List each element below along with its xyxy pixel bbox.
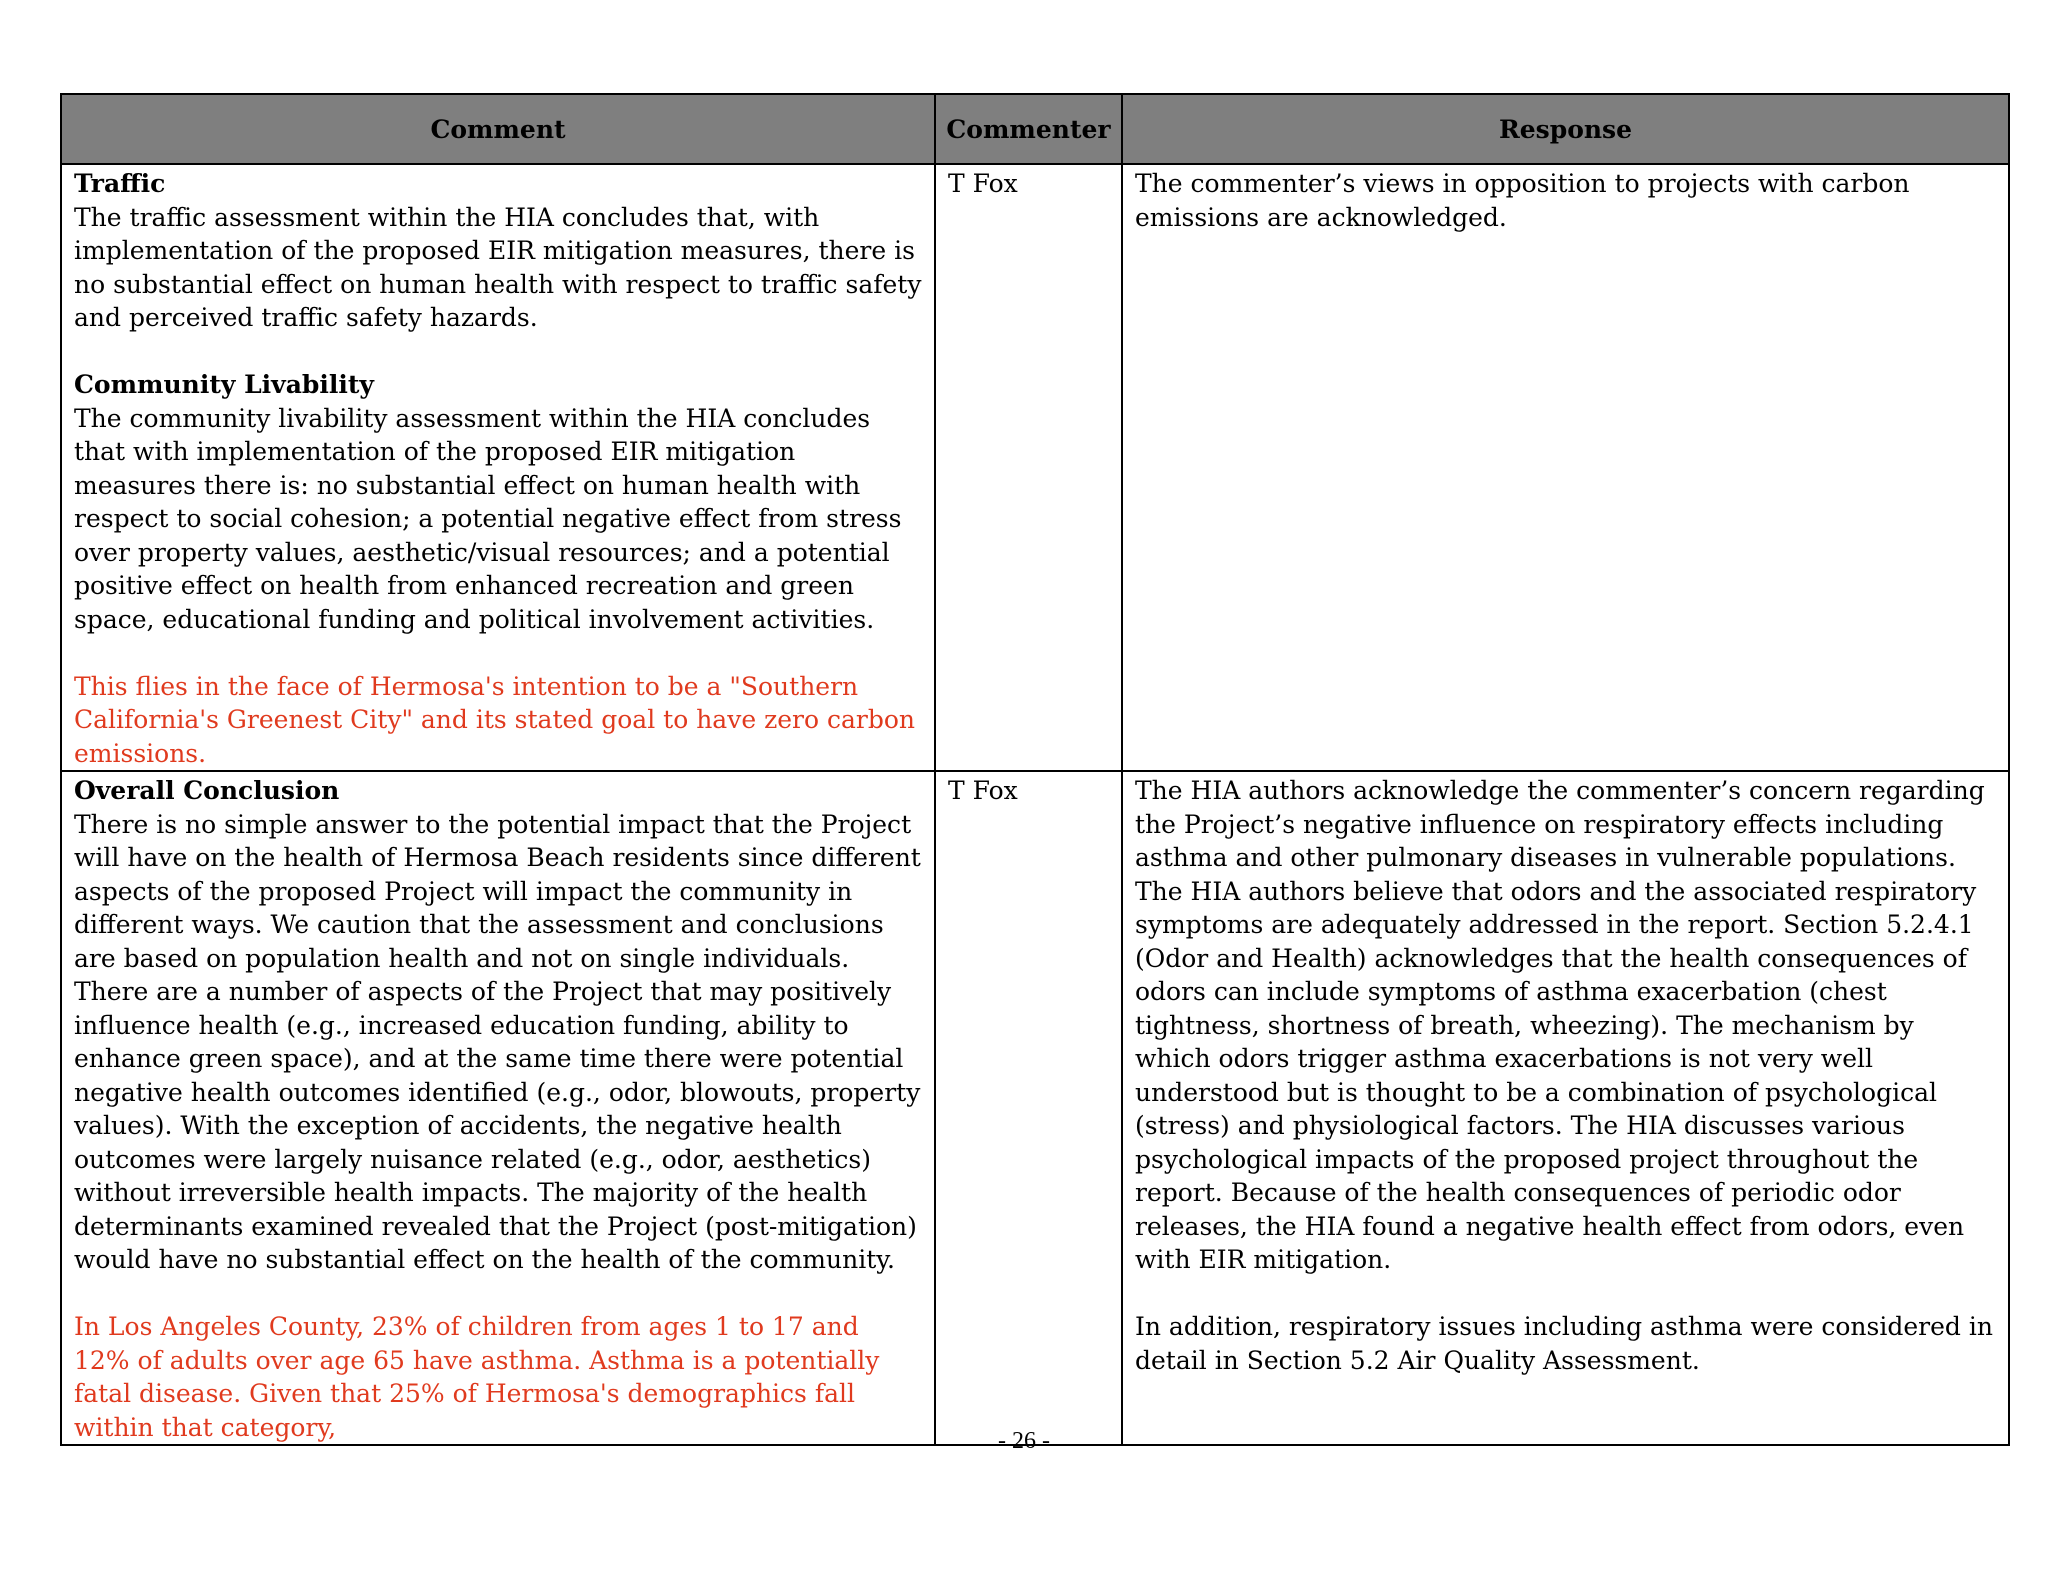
comment-cell bbox=[61, 164, 935, 771]
column-header-response: Response bbox=[1122, 94, 2009, 164]
response-cell bbox=[1122, 771, 2009, 1445]
column-header-commenter: Commenter bbox=[935, 94, 1122, 164]
section-text-community-livability: The community livability assessment within the HIA concludes that with implementation of the proposed EIR mitigation measures there is: no substantial effect on human health with respect to social cohesion; a potential negative effect from stress over property values, aesthetic/visual resources; and a potential positive effect on health from enhanced recreation and green space, educational funding and political involvement activities. bbox=[74, 403, 902, 634]
commenter-cell: T Fox bbox=[935, 164, 1122, 771]
response-paragraph: The commenter’s views in opposition to projects with carbon emissions are acknowledged. bbox=[1135, 169, 1910, 232]
response-paragraph: In addition, respiratory issues including asthma were considered in detail in Section 5.2 Air Quality Assessment. bbox=[1135, 1312, 1993, 1375]
commenter-note-red: In Los Angeles County, 23% of children from ages 1 to 17 and 12% of adults over age 65 have asthma. Asthma is a potentially fatal disease. Given that 25% of Hermosa's demographics fall within that category, bbox=[74, 1312, 880, 1442]
comment-cell bbox=[61, 771, 935, 1445]
page-number: - 26 - bbox=[998, 1428, 1050, 1454]
commenter-note-red: This flies in the face of Hermosa's intention to be a "Southern California's Greenest City" and its stated goal to have zero carbon emissions. bbox=[74, 671, 915, 768]
table-row bbox=[61, 771, 2009, 1445]
section-heading-traffic: Traffic bbox=[74, 169, 166, 198]
comment-response-table bbox=[60, 93, 2010, 1446]
paragraph-spacer bbox=[74, 335, 922, 369]
response-paragraph: The HIA authors acknowledge the commenter’s concern regarding the Project’s negative influence on respiratory effects including asthma and other pulmonary diseases in vulnerable populations. The HIA authors believe that odors and the associated respiratory symptoms are adequately addressed in the report. Section 5.2.4.1 (Odor and Health) acknowledges that the health consequences of odors can include symptoms of asthma exacerbation (chest tightness, shortness of breath, wheezing). The mechanism by which odors trigger asthma exacerbations is not very well understood but is thought to be a combination of psychological (stress) and physiological factors. The HIA discusses various psychological impacts of the proposed project throughout the report. Because of the health consequences of periodic odor releases, the HIA found a negative health effect from odors, even with EIR mitigation. bbox=[1135, 776, 1985, 1274]
paragraph-spacer bbox=[1135, 1277, 1996, 1311]
column-header-comment: Comment bbox=[61, 94, 935, 164]
section-text-overall-conclusion: There is no simple answer to the potential impact that the Project will have on the health of Hermosa Beach residents since different aspects of the proposed Project will impact the community in different ways. We caution that the assessment and conclusions are based on population health and not on single individuals. There are a number of aspects of the Project that may positively influence health (e.g., increased education funding, ability to enhance green space), and at the same time there were potential negative health outcomes identified (e.g., odor, blowouts, property values). With the exception of accidents, the negative health outcomes were largely nuisance related (e.g., odor, aesthetics) without irreversible health impacts. The majority of the health determinants examined revealed that the Project (post-mitigation) would have no substantial effect on the health of the community. bbox=[74, 809, 921, 1274]
table-row bbox=[61, 164, 2009, 771]
paragraph-spacer bbox=[74, 1277, 922, 1311]
commenter-cell: T Fox bbox=[935, 771, 1122, 1445]
table-header-row bbox=[61, 94, 2009, 164]
paragraph-spacer bbox=[74, 636, 922, 670]
section-heading-community-livability: Community Livability bbox=[74, 370, 374, 399]
response-cell bbox=[1122, 164, 2009, 771]
section-heading-overall-conclusion: Overall Conclusion bbox=[74, 776, 340, 805]
section-text-traffic: The traffic assessment within the HIA concludes that, with implementation of the proposed EIR mitigation measures, there is no substantial effect on human health with respect to traffic safety and perceived traffic safety hazards. bbox=[74, 202, 922, 332]
document-page bbox=[60, 93, 2008, 1446]
